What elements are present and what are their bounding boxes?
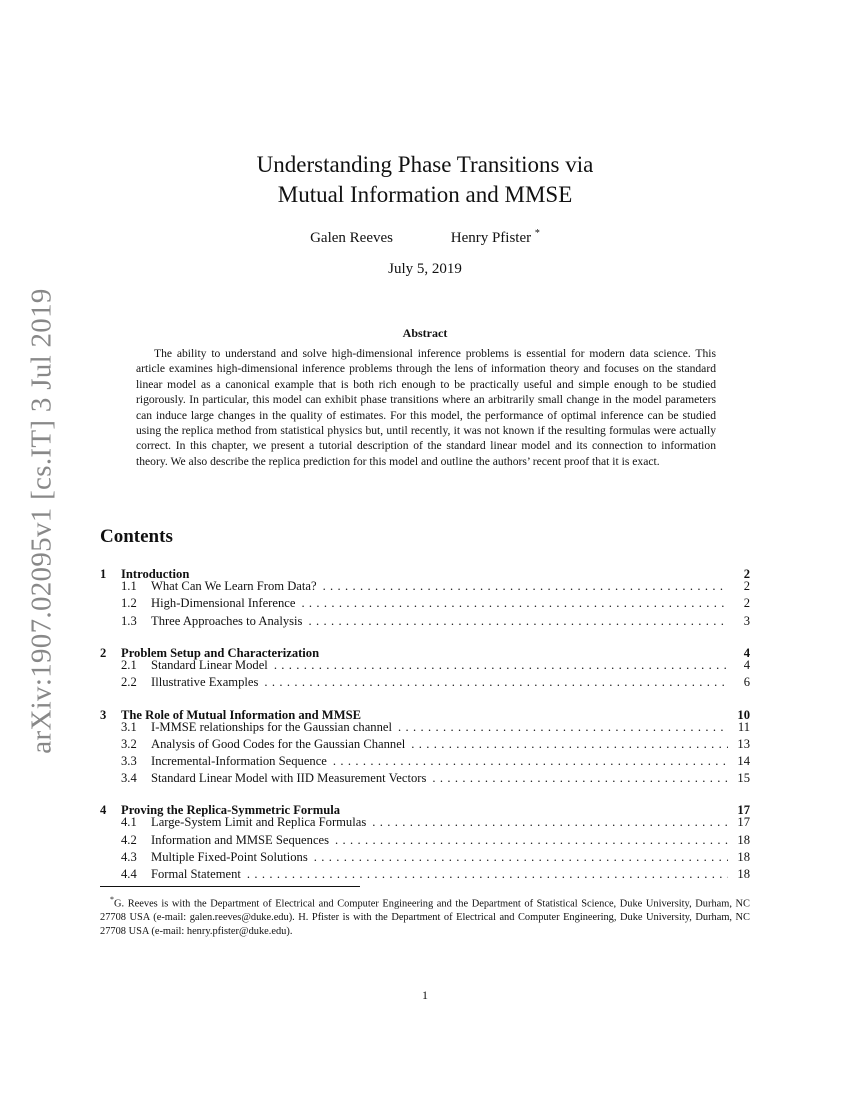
contents-heading: Contents: [100, 526, 173, 547]
toc-leader-dots: [432, 770, 728, 787]
toc-section-block: [100, 797, 750, 883]
toc-entry-title: Information and MMSE Sequences: [151, 832, 330, 847]
toc-entry-page: 17: [737, 803, 750, 818]
toc-entry-number: 2.1: [121, 657, 137, 672]
footnote-text: G. Reeves is with the Department of Electrical and Computer Engineering and the Department of Statistical Science, Duke University, Durham, NC 27708 USA (e-mail: galen.reeves@duke.edu). H. Pfister is with the Department of Electrical and Computer Engineering, Duke University, Durham, NC 27708 USA (e-mail: henry.pfister@duke.edu).: [100, 898, 750, 937]
toc-entry-page: 11: [737, 719, 750, 734]
toc-entry-number: 1.1: [121, 579, 137, 594]
toc-entry-number: 3.3: [121, 753, 137, 768]
author-list: [0, 228, 850, 247]
toc-leader-dots: [264, 674, 728, 691]
toc-subsection-2-1[interactable]: [100, 657, 750, 674]
toc-section-3[interactable]: [100, 701, 750, 722]
toc-leader-dots: [301, 595, 728, 612]
table-of-contents: [100, 561, 750, 893]
toc-entry-page: 18: [737, 867, 750, 881]
arxiv-sidebar-stamp: [22, 288, 62, 754]
toc-entry-title: Three Approaches to Analysis: [151, 613, 303, 628]
toc-entry-number: 3.2: [121, 736, 137, 751]
toc-entry-title: Incremental-Information Sequence: [151, 753, 327, 768]
toc-leader-dots: [372, 814, 728, 831]
footnote-divider: [100, 886, 360, 887]
footnote-mark: *: [110, 895, 114, 904]
toc-entry-number: 1.2: [121, 596, 137, 611]
toc-entry-title: Multiple Fixed-Point Solutions: [151, 849, 308, 864]
toc-leader-dots: [367, 701, 728, 718]
toc-leader-dots: [325, 640, 728, 657]
toc-entry-page: 14: [737, 753, 750, 768]
author-1-name: Galen Reeves: [310, 230, 393, 246]
toc-entry-page: 4: [743, 645, 750, 660]
paper-title: [0, 150, 850, 210]
toc-entry-page: 10: [737, 707, 750, 722]
toc-leader-dots: [335, 832, 728, 849]
page-number: 1: [422, 988, 428, 1002]
toc-entry-title: Analysis of Good Codes for the Gaussian Channel: [151, 736, 406, 751]
toc-entry-page: 15: [737, 771, 750, 786]
toc-subsection-4-2[interactable]: [100, 832, 750, 849]
toc-entry-number: 4.3: [121, 849, 137, 864]
toc-leader-dots: [333, 753, 728, 770]
toc-entry-title: High-Dimensional Inference: [151, 596, 296, 611]
toc-leader-dots: [314, 849, 728, 866]
toc-subsection-4-3[interactable]: [100, 849, 750, 866]
toc-section-2[interactable]: [100, 640, 750, 660]
toc-leader-dots: [274, 657, 728, 674]
toc-subsection-3-3[interactable]: [100, 753, 750, 770]
toc-entry-page: 2: [743, 596, 750, 611]
title-line-1: Understanding Phase Transitions via: [256, 152, 594, 177]
toc-entry-page: 4: [743, 657, 750, 672]
toc-entry-title: Large-System Limit and Replica Formulas: [151, 815, 367, 830]
toc-entry-number: 3.1: [121, 719, 137, 734]
toc-entry-title: What Can We Learn From Data?: [151, 579, 317, 594]
toc-entry-title: Standard Linear Model: [151, 657, 268, 672]
toc-subsection-4-1[interactable]: [100, 814, 750, 831]
toc-entry-number: 1: [100, 567, 107, 582]
toc-entry-title: Formal Statement: [151, 867, 241, 881]
toc-entry-number: 4: [100, 803, 107, 818]
toc-entry-page: 2: [743, 567, 750, 582]
abstract-heading: Abstract: [402, 326, 448, 340]
toc-entry-number: 3.4: [121, 771, 137, 786]
title-line-2: Mutual Information and MMSE: [277, 182, 573, 207]
toc-subsection-3-4[interactable]: [100, 770, 750, 787]
toc-entry-number: 4.1: [121, 815, 137, 830]
toc-leader-dots: [195, 561, 728, 578]
toc-entry-page: 13: [737, 736, 750, 751]
toc-subsection-4-4[interactable]: [100, 866, 750, 883]
toc-entry-title: Standard Linear Model with IID Measurement Vectors: [151, 771, 427, 786]
abstract-text: The ability to understand and solve high-dimensional inference problems is essential for modern data science. This article examines high-dimensional inference problems through the lens of information theory and focuses on the standard linear model as a canonical example that is both rich enough to be practically useful and simple enough to be studied rigorously. In particular, this model can exhibit phase transitions where an arbitrarily small change in the model parameters can induce large changes in the quality of estimates. For this model, the performance of optimal inference can be studied using the replica method from statistical physics but, until recently, it was not known if the resulting formulas were actually correct. In this chapter, we present a tutorial description of the standard linear model and its connection to information theory. We also describe the replica prediction for this model and outline the authors’ recent proof that it is exact.: [136, 347, 716, 468]
toc-subsection-1-3[interactable]: [100, 613, 750, 630]
toc-entry-number: 2: [100, 645, 107, 660]
toc-entry-number: 3: [100, 707, 107, 722]
toc-entry-number: 1.3: [121, 613, 137, 628]
toc-entry-title: The Role of Mutual Information and MMSE: [121, 707, 361, 722]
toc-entry-title: I-MMSE relationships for the Gaussian channel: [151, 719, 392, 734]
toc-entry-title: Proving the Replica-Symmetric Formula: [121, 803, 341, 818]
toc-entry-title: Illustrative Examples: [151, 675, 259, 690]
toc-subsection-2-2[interactable]: [100, 674, 750, 691]
toc-entry-title: Introduction: [121, 567, 190, 582]
toc-leader-dots: [247, 866, 728, 883]
toc-subsection-1-2[interactable]: [100, 595, 750, 612]
arxiv-id: arXiv:1907.02095v1 [cs.IT] 3 Jul 2019: [25, 288, 58, 754]
toc-entry-page: 3: [743, 613, 750, 628]
author-2-name: Henry Pfister: [450, 230, 532, 246]
toc-entry-page: 17: [737, 815, 750, 830]
toc-section-block: [100, 561, 750, 630]
toc-entry-title: Problem Setup and Characterization: [121, 645, 320, 660]
toc-subsection-3-2[interactable]: [100, 736, 750, 753]
toc-entry-page: 18: [737, 832, 750, 847]
toc-entry-page: 6: [743, 675, 750, 690]
publication-date: July 5, 2019: [388, 261, 462, 277]
toc-leader-dots: [346, 797, 728, 814]
footnote: [100, 893, 750, 938]
author-1: [310, 230, 393, 247]
toc-entry-page: 2: [743, 579, 750, 594]
toc-entry-number: 4.4: [121, 867, 137, 881]
toc-section-4[interactable]: [100, 797, 750, 818]
toc-section-block: [100, 640, 750, 692]
author-2-footnote-mark: *: [534, 228, 540, 239]
toc-leader-dots: [308, 613, 728, 630]
toc-section-1[interactable]: [100, 561, 750, 582]
toc-entry-number: 4.2: [121, 832, 137, 847]
toc-leader-dots: [323, 578, 728, 595]
toc-subsection-3-1[interactable]: [100, 719, 750, 736]
author-2: [451, 228, 540, 247]
toc-subsection-1-1[interactable]: [100, 578, 750, 595]
toc-entry-number: 2.2: [121, 675, 137, 690]
toc-leader-dots: [411, 736, 728, 753]
toc-entry-page: 18: [737, 849, 750, 864]
toc-section-block: [100, 701, 750, 787]
toc-leader-dots: [398, 719, 728, 736]
